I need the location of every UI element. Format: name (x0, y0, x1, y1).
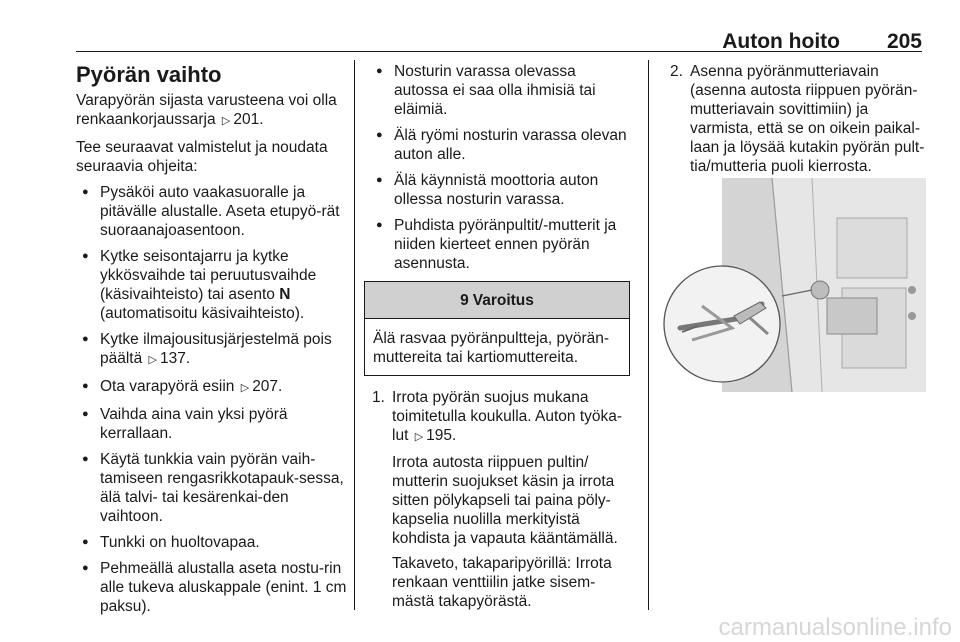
page-reference-icon (413, 427, 426, 444)
paragraph: Irrota autosta riippuen pultin/ mutterin suojukset käsin ja irrota sitten pölykapseli tai paina pöly-kapselia nuolilla merkityistä kohdista ja vapauta kääntämällä. (392, 454, 618, 547)
page-reference[interactable]: 195. (426, 427, 457, 444)
page-number: 205 (886, 30, 922, 53)
column-divider (648, 60, 649, 610)
page-reference[interactable]: 207. (252, 378, 283, 395)
numbered-list (668, 62, 928, 176)
page-footer (0, 612, 960, 642)
illustration-svg (662, 178, 926, 392)
column-1 (76, 62, 348, 623)
page-reference-icon (220, 111, 233, 128)
column-2 (370, 62, 632, 617)
page-reference[interactable]: 137. (160, 350, 191, 367)
warning-header (365, 282, 629, 319)
list-item: ● Pysäköi auto vaakasuoralle ja pitävälle alustalle. Aseta etupyö-rät suoraanajoasentoon. (76, 183, 348, 240)
list-item: ● Älä ryömi nosturin varassa olevan auton alle. (370, 126, 632, 164)
section-title: Auton hoito (722, 30, 840, 53)
list-item: ● Vaihda aina vain yksi pyörä kerrallaan. (76, 405, 348, 443)
bullet-list (370, 62, 632, 273)
list-item: 1. Irrota pyörän suojus mukana toimitetulla koukulla. Auton työka-lut ▷ 195. Irrota autosta riippuen pultin/ mutterin suojukset käsin ja irrota sitten pölykapseli tai paina pöly-kapselia nuolilla merkityistä kohdista ja vapauta kääntämällä. Takaveto, takaparipyörillä: Irrota renkaan venttiilin jatke sisem-mästä takapyörästä. (370, 388, 632, 611)
header-rule (76, 51, 922, 52)
section-heading: Pyörän vaihto (76, 62, 222, 87)
list-item: ● Puhdista pyöränpultit/-mutterit ja niiden kierteet ennen pyörän asennusta. (370, 216, 632, 273)
numbered-list (370, 388, 632, 611)
paragraph: Tee seuraavat valmistelut ja noudata seuraavia ohjeita: (76, 139, 328, 175)
column-divider (354, 60, 355, 610)
list-item: ● Älä käynnistä moottoria auton ollessa nosturin varassa. (370, 171, 632, 209)
bullet-list (76, 183, 348, 616)
warning-text: Älä rasvaa pyöränpultteja, pyörän-muttereita tai kartiomuttereita. (373, 330, 610, 366)
warning-triangle-icon: 9 (460, 291, 469, 309)
list-item: ● Tunkki on huoltovapaa. (76, 533, 348, 552)
page-header (0, 0, 960, 53)
page-reference-icon (147, 350, 160, 367)
page-reference[interactable]: 201. (233, 111, 264, 128)
watermark: carmanualsonline.info (718, 614, 952, 641)
column-3 (668, 62, 928, 182)
step-number: 2. (670, 63, 683, 80)
warning-title: Varoitus (472, 291, 534, 309)
list-item: ● Nosturin varassa olevassa autossa ei saa olla ihmisiä tai eläimiä. (370, 62, 632, 119)
page-reference-icon (239, 378, 252, 395)
list-item: 2. Asenna pyöränmutteriavain (asenna autosta riippuen pyörän-mutteriavain sovittimiin) ja varmista, että se on oikein paikal-laan ja löysää kutakin pyörän pult-tia/mutteria puoli kierrosta. (670, 63, 925, 175)
paragraph: Varapyörän sijasta varusteena voi olla renkaankorjaussarja ▷ 201. (76, 91, 348, 131)
list-item: ● Pehmeällä alustalla aseta nostu-rin alle tukeva aluskappale (enint. 1 cm paksu). (76, 559, 348, 616)
wheel-wrench-illustration (662, 178, 926, 392)
warning-box (364, 281, 630, 376)
list-item: ● Käytä tunkkia vain pyörän vaih-tamiseen rengasrikkotapauk-sessa, älä talvi- tai kesärenkai-den vaihtoon. (76, 450, 348, 526)
list-item: ● Kytke seisontajarru ja kytke ykkösvaihde tai peruutusvaihde (käsivaihteisto) tai asento N (automatisoitu käsivaihteisto). (76, 247, 348, 323)
list-item: ● Ota varapyörä esiin ▷ 207. (76, 377, 348, 398)
paragraph: Takaveto, takaparipyörillä: Irrota renkaan venttiilin jatke sisem-mästä takapyörästä. (392, 555, 612, 610)
step-number: 1. (372, 389, 385, 406)
list-item: ● Kytke ilmajousitusjärjestelmä pois päältä ▷ 137. (76, 330, 348, 370)
